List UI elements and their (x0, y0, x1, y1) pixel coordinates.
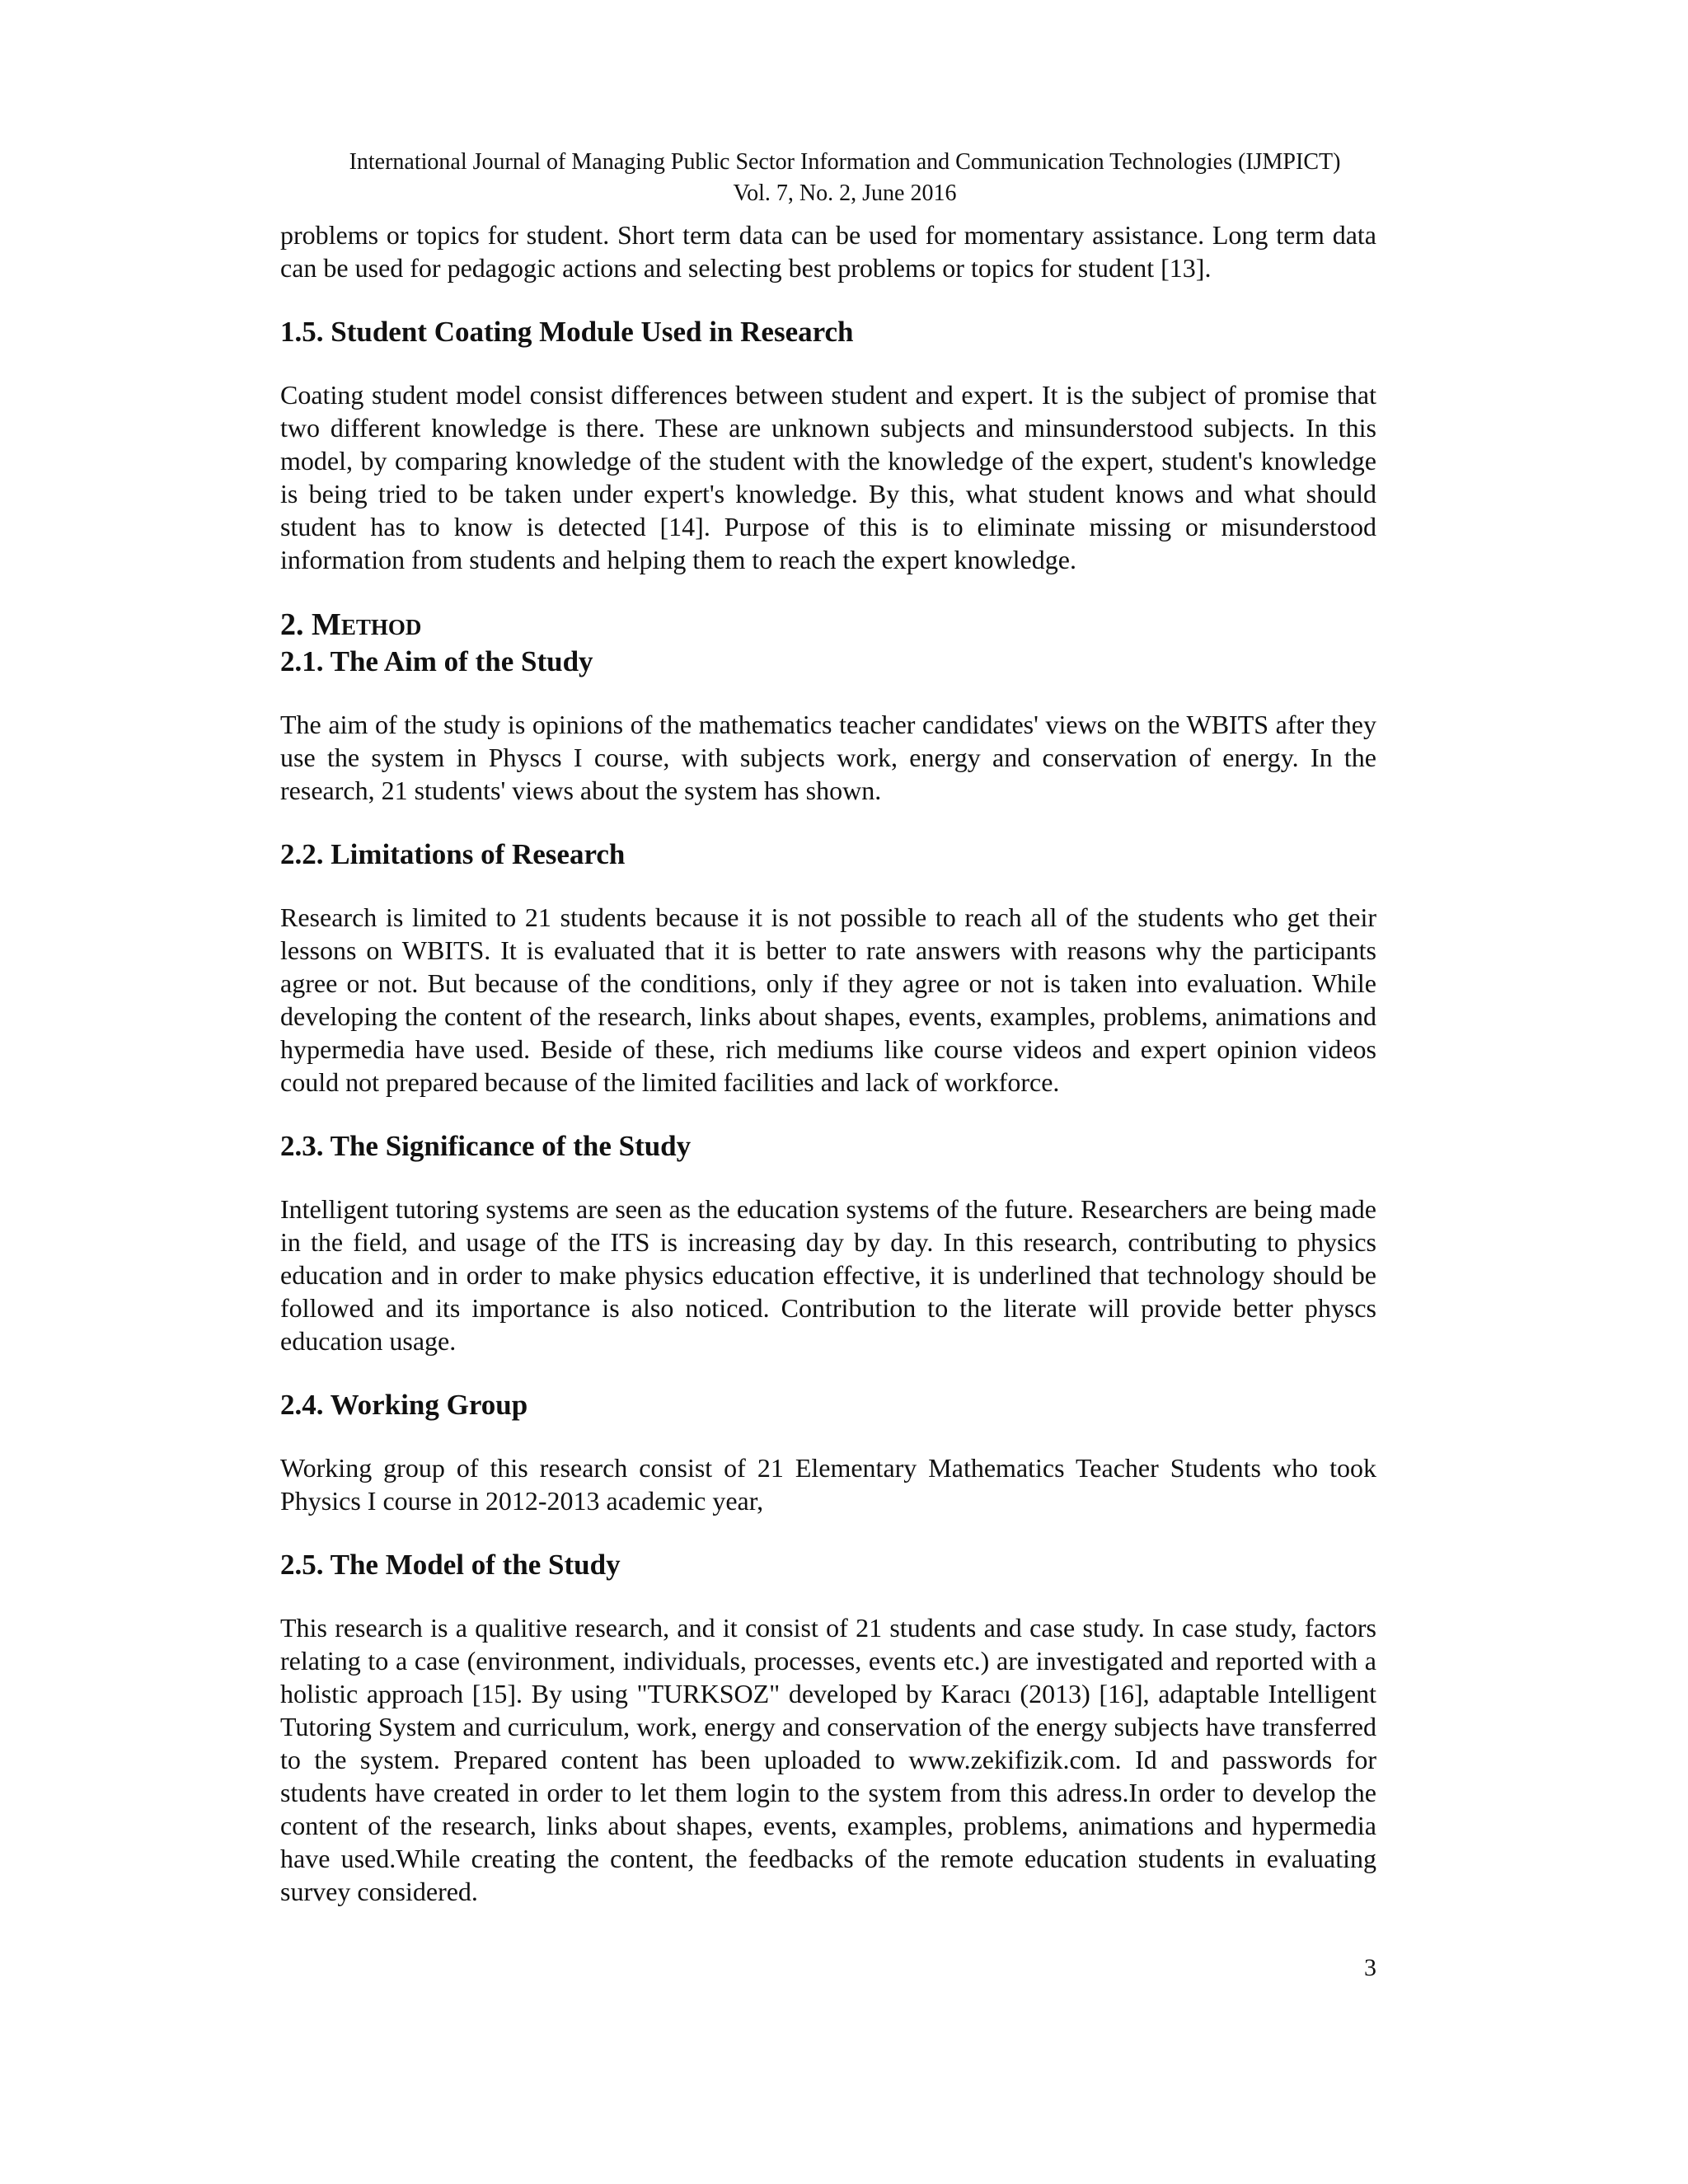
section-2-3-heading: 2.3. The Significance of the Study (280, 1130, 692, 1162)
section-2-1-paragraph: The aim of the study is opinions of the mathematics teacher candidates' views on the WBITS after they use the system in Physcs I course, with subjects work, energy and conservation of energy. In the research, 21 students' views about the system has shown. (280, 710, 1376, 805)
page-number: 3 (1364, 1954, 1376, 1981)
section-1-5-paragraph: Coating student model consist differences between student and expert. It is the subject of promise that two different knowledge is there. These are unknown subjects and minsunderstood subjects. In this model, by comparing knowledge of the student with the knowledge of the expert, student's knowledge is being tried to be taken under expert's knowledge. By this, what student knows and what should student has to know is detected [14]. Purpose of this is to eliminate missing or misunderstood information from students and helping them to reach the expert knowledge. (280, 380, 1376, 574)
section-2-heading (280, 606, 1376, 644)
section-2-4-heading: 2.4. Working Group (280, 1389, 528, 1421)
section-2-number: 2. (280, 607, 304, 642)
section-2-5-heading: 2.5. The Model of the Study (280, 1549, 621, 1581)
section-2-1-heading: 2.1. The Aim of the Study (280, 645, 593, 677)
journal-title: International Journal of Managing Public Sector Information and Communication Technologies (IJMPICT) (349, 149, 1341, 175)
section-2-2-paragraph: Research is limited to 21 students because it is not possible to reach all of the students who get their lessons on WBITS. It is evaluated that it is better to rate answers with reasons why the participants agree or not. But because of the conditions, only if they agree or not is taken into evaluation. While developing the content of the research, links about shapes, events, examples, problems, animations and hypermedia have used. Beside of these, rich mediums like course videos and expert opinion videos could not prepared because of the limited facilities and lack of workforce. (280, 902, 1376, 1097)
section-1-5-heading: 1.5. Student Coating Module Used in Research (280, 316, 854, 348)
section-2-title: Method (312, 607, 422, 642)
section-2-4-paragraph: Working group of this research consist of 21 Elementary Mathematics Teacher Students who took Physics I course in 2012-2013 academic year, (280, 1453, 1376, 1516)
section-2-2-heading: 2.2. Limitations of Research (280, 838, 626, 870)
running-header (280, 147, 1409, 209)
section-2-3-paragraph: Intelligent tutoring systems are seen as the education systems of the future. Researchers are being made in the field, and usage of the ITS is increasing day by day. In this research, contributing to physics education and in order to make physics education effective, it is underlined that technology should be followed and its importance is also noticed. Contribution to the literate will provide better physcs education usage. (280, 1194, 1376, 1356)
volume-info: Vol. 7, No. 2, June 2016 (733, 180, 957, 206)
page-body (280, 218, 1376, 1908)
intro-paragraph: problems or topics for student. Short term data can be used for momentary assistance. Long term data can be used for pedagogic actions and selecting best problems or topics for student [13]. (280, 220, 1376, 283)
section-2-5-paragraph: This research is a qualitive research, and it consist of 21 students and case study. In case study, factors relating to a case (environment, individuals, processes, events etc.) are investigated and reported with a holistic approach [15]. By using "TURKSOZ" developed by Karacı (2013) [16], adaptable Intelligent Tutoring System and curriculum, work, energy and conservation of the energy subjects have transferred to the system. Prepared content has been uploaded to www.zekifizik.com. Id and passwords for students have created in order to let them login to the system from this adress.In order to develop the content of the research, links about shapes, events, examples, problems, animations and hypermedia have used.While creating the content, the feedbacks of the remote education students in evaluating survey considered. (280, 1613, 1376, 1906)
